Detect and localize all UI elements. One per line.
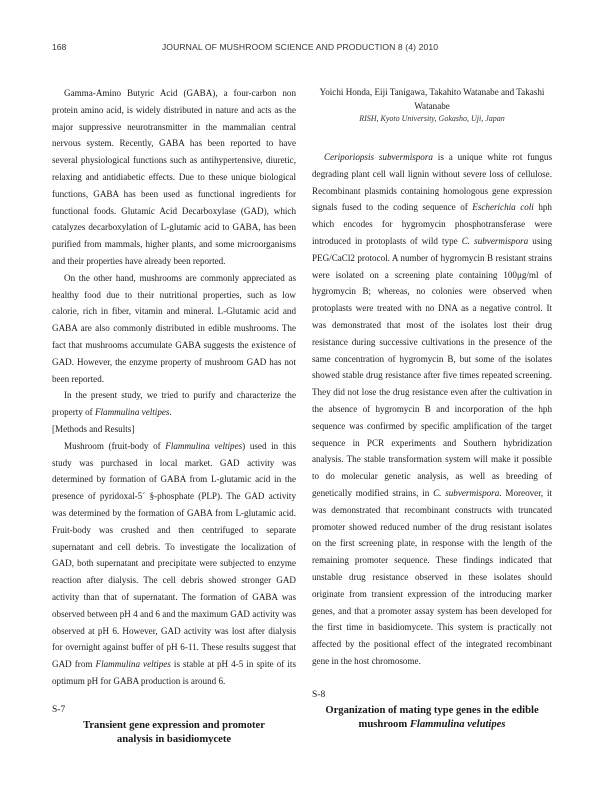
journal-title: JOURNAL OF MUSHROOM SCIENCE AND PRODUCTION 8 (4) 2010: [161, 42, 439, 52]
abstract-title: Transient gene expression and promoter analysis in basidiomycete: [83, 720, 265, 745]
species-name: C. subvermispora: [433, 487, 500, 498]
abstract-title: Organization of mating type genes in the edible mushroom Flammulina velutipes: [325, 705, 539, 730]
abstract-s7-heading: [52, 704, 296, 747]
abstract-s8-heading: [312, 689, 552, 732]
paragraph: In the present study, we tried to purify and characterize the property of Flammulina veltipes.: [52, 390, 296, 418]
abstract-id: S-7: [52, 705, 66, 715]
affiliation: RISH, Kyoto University, Gokasho, Uji, Japan: [359, 114, 505, 123]
paragraph: Mushroom (fruit-body of Flammulina veltipes) used in this study was purchased in local market. GAD activity was determined by formation of GABA from L-glutamic acid in the presence of pyridoxal-5´ §-phosphate (PLP). The GAD activity was determined by the formation of GABA from L-glutamic acid. Fruit-body was crushed and then centrifuged to separate supernatant and cell debris. To investigate the localization of GAD, both supernatant and precipitate were subjected to enzyme reaction after dialysis. The cell debris showed stronger GAD activity than that of supernatant. The formation of GABA was observed between pH 4 and 6 and the maximum GAD activity was observed at pH 6. However, GAD activity was lost after dialysis for overnight against buffer of pH 6-11. These results suggest that GAD from Flammulina veltipes is stable at pH 4-5 in spite of its optimum pH for GABA production is around 6.: [52, 440, 296, 686]
species-name: Flammulina velutipes: [409, 719, 506, 730]
paragraph: Gamma-Amino Butyric Acid (GABA), a four-carbon non protein amino acid, is widely distributed in nature and acts as the major suppressive neurotransmitter in the mammalian central nervous system. Recently, GABA has been reported to have several physiological functions such as antihypertensive, diuretic, relaxing and antidiabetic effects. Due to these unique biological functions, GABA has been used as functional ingredients for functional foods. Glutamic Acid Decarboxylase (GAD), which catalyzes decarboxylation of L-glutamic acid to GABA, has been purified from mammals, higher plants, and some microorganisms and their properties have already been reported.: [52, 88, 296, 266]
species-name: Flammulina veltipes: [94, 407, 170, 418]
paragraph: Ceriporiopsis subvermispora is a unique white rot fungus degrading plant cell wall lignin without severe loss of cellulose. Recombinant plasmids containing homologous gene expression signals fused to the coding sequence of Escherichia coli hph which encodes for hygromycin phosphotransferase were introduced in protoplasts of wild type C. subvermispora using PEG/CaCl2 protocol. A number of hygromycin B resistant strains were isolated on a screening plate containing 100μg/ml of hygromycin B; whereas, no colonies were observed when protoplasts were treated with no DNA as a negative control. It was demonstrated that most of the isolates lost their drug resistance during successive cultivations in the presence of the same concentration of hygromycin B, but some of the isolates showed stable drug resistance after five times repeated screening. They did not lose the drug resistance even after the cultivation in the absence of hygromycin B and incorporation of the hph sequence was confirmed by specific amplification of the target sequence in PCR experiments and Southern hybridization analysis. The stable transformation system will make it possible to do molecular genetic analysis, as well as breeding of genetically modified strains, in C. subvermispora. Moreover, it was demonstrated that recombinant constructs with truncated promoter showed reduced number of the drug resistant isolates on the first screening plate, in response with the length of the remaining promoter sequence. These findings indicated that unstable drug resistance observed in these isolates should originate from transient expression of the introducing marker genes, and that a promoter assay system has been developed for the first time in basidiomycete. This system is practically not affected by the positional effect of the integrated recombinant gene in the host chromosome.: [312, 152, 553, 666]
species-name: Flammulina veltipes: [165, 440, 243, 451]
species-name: Ceriporiopsis subvermispora: [324, 152, 433, 162]
left-column: [52, 85, 296, 690]
species-name: Escherichia coli: [472, 202, 534, 213]
authors: Yoichi Honda, Eiji Tanigawa, Takahito Watanabe and Takashi Watanabe: [319, 87, 545, 111]
paragraph: On the other hand, mushrooms are commonly appreciated as healthy food due to their nutritional properties, such as low calorie, rich in fiber, vitamin and mineral. L-Glutamic acid and GABA are also commonly distributed in edible mushrooms. The fact that mushrooms accumulate GABA suggests the existence of GAD. However, the enzyme property of mushroom GAD has not been reported.: [52, 272, 296, 384]
methods-heading: [Methods and Results]: [52, 423, 135, 434]
species-name: C. subvermispora: [461, 235, 529, 246]
right-column: [312, 85, 552, 670]
running-header: [52, 42, 548, 56]
page-number: 168: [52, 42, 67, 52]
abstract-id: S-8: [312, 690, 326, 700]
species-name: Flammulina veltipes: [95, 659, 171, 670]
